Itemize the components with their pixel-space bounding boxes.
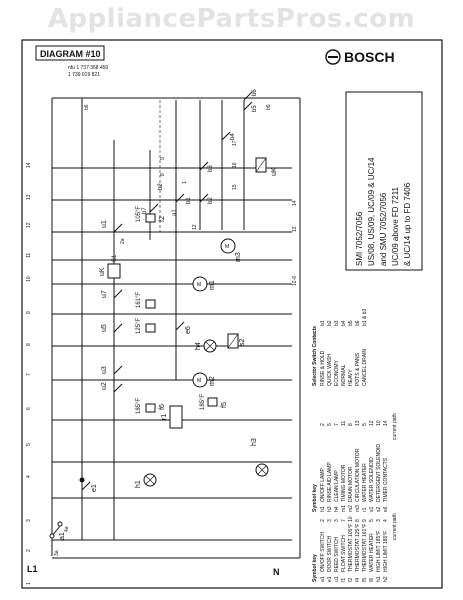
svg-text:6: 6: [26, 407, 32, 410]
svg-text:m2: m2: [348, 505, 354, 512]
svg-text:b2: b2: [327, 320, 333, 326]
svg-text:ON/OFF LAMP: ON/OFF LAMP: [320, 468, 326, 502]
svg-text:TIMER CONTACTS: TIMER CONTACTS: [383, 457, 389, 502]
svg-text:ECONOMY: ECONOMY: [334, 360, 340, 386]
svg-text:s1: s1: [369, 506, 375, 512]
svg-text:FLOAT SWITCH: FLOAT SWITCH: [341, 535, 347, 572]
svg-text:b3: b3: [334, 320, 340, 326]
svg-text:12-6: 12-6: [292, 275, 298, 286]
svg-text:h3: h3: [251, 438, 258, 446]
svg-text:h4: h4: [195, 342, 202, 350]
svg-text:5: 5: [327, 423, 333, 426]
svg-text:NORMAL: NORMAL: [341, 364, 347, 386]
svg-text:8: 8: [348, 423, 354, 426]
svg-text:HIGH LIMIT 185°F: HIGH LIMIT 185°F: [383, 530, 389, 572]
svg-text:f5: f5: [362, 577, 368, 582]
svg-text:b4: b4: [341, 320, 347, 326]
svg-text:5: 5: [369, 519, 375, 522]
svg-text:current path: current path: [392, 513, 398, 540]
svg-text:e1: e1: [91, 484, 98, 492]
svg-text:f6: f6: [369, 577, 375, 582]
svg-text:14: 14: [26, 162, 32, 168]
svg-text:10: 10: [26, 276, 32, 282]
svg-text:11: 11: [341, 420, 347, 426]
svg-text:16: 16: [232, 162, 238, 168]
svg-text:e6: e6: [383, 506, 389, 512]
svg-text:a1: a1: [320, 576, 326, 582]
svg-text:m2: m2: [209, 376, 216, 386]
svg-text:a1: a1: [59, 532, 66, 540]
svg-text:b1: b1: [320, 320, 326, 326]
svg-text:17: 17: [232, 140, 238, 146]
svg-text:TIMING MOTOR: TIMING MOTOR: [341, 464, 347, 502]
svg-text:h1: h1: [320, 506, 326, 512]
selector-contact-b4: [222, 132, 236, 140]
svg-text:h1: h1: [135, 480, 142, 488]
svg-text:M: M: [197, 282, 202, 288]
high-limit-185f-f5: [200, 394, 228, 410]
svg-text:f6: f6: [159, 404, 166, 410]
svg-text:2: 2: [320, 519, 326, 522]
svg-text:r1: r1: [161, 413, 168, 420]
svg-text:m1: m1: [341, 505, 347, 512]
part-number-2: 1 739 919 821: [68, 72, 100, 78]
svg-text:2: 2: [26, 549, 32, 552]
svg-text:14: 14: [383, 420, 389, 426]
svg-text:10: 10: [376, 420, 382, 426]
model-line-2: US/08, US/09, UC/09 & UC/14: [367, 157, 376, 266]
svg-text:M: M: [197, 378, 202, 384]
svg-text:13: 13: [355, 420, 361, 426]
svg-text:RINSE & HOLD: RINSE & HOLD: [320, 350, 326, 386]
svg-text:u7: u7: [101, 290, 108, 298]
svg-text:4: 4: [26, 475, 32, 478]
svg-text:4a: 4a: [64, 526, 70, 532]
part-number-1: nfu 1 737 368 450: [68, 65, 109, 71]
svg-text:u5: u5: [101, 324, 108, 332]
svg-text:current path: current path: [392, 413, 398, 440]
svg-text:4: 4: [383, 519, 389, 522]
svg-text:uK: uK: [271, 167, 278, 176]
lamp-h1: [135, 474, 156, 488]
svg-text:THERMOSTAT 105°F: THERMOSTAT 105°F: [348, 523, 354, 572]
model-line-5: & UC/14 up to FD 7406: [403, 182, 412, 266]
brand-name: BOSCH: [344, 49, 395, 65]
svg-text:f2: f2: [159, 216, 166, 222]
svg-text:THERMOSTAT 125°F: THERMOSTAT 125°F: [355, 523, 361, 572]
svg-text:h3: h3: [327, 506, 333, 512]
svg-text:b5: b5: [348, 320, 354, 326]
svg-text:14: 14: [292, 200, 298, 206]
svg-text:b6: b6: [84, 104, 90, 110]
thermostat-161f: [136, 292, 155, 308]
svg-text:b7: b7: [142, 207, 148, 214]
svg-text:105°F: 105°F: [136, 205, 142, 222]
symbol-key-2: [312, 413, 398, 512]
svg-text:b5: b5: [266, 104, 272, 110]
svg-text:b6: b6: [355, 320, 361, 326]
selector-contact-b5: [244, 102, 258, 112]
svg-text:2: 2: [320, 423, 326, 426]
svg-text:HEAVY: HEAVY: [348, 369, 354, 386]
svg-text:185°F: 185°F: [200, 393, 206, 410]
svg-text:12: 12: [26, 222, 32, 228]
reed-switch-u3: [101, 366, 122, 374]
svg-text:12: 12: [369, 420, 375, 426]
selector-contact-b2: [200, 194, 214, 204]
svg-text:9: 9: [362, 519, 368, 522]
svg-text:M: M: [225, 244, 230, 250]
svg-text:2a: 2a: [120, 238, 126, 244]
svg-text:b2: b2: [208, 197, 214, 204]
svg-text:8: 8: [355, 519, 361, 522]
svg-text:12: 12: [192, 224, 198, 230]
reed-switch-u2: [101, 382, 122, 392]
svg-text:f1: f1: [341, 577, 347, 582]
svg-text:10: 10: [348, 516, 354, 522]
svg-text:5: 5: [362, 423, 368, 426]
model-line-1: SMI 7052/7056: [355, 211, 364, 266]
svg-text:13: 13: [26, 194, 32, 200]
thermostat-105f-f2: [136, 206, 166, 222]
reed-switch-u7: [101, 290, 122, 298]
svg-text:m3: m3: [235, 252, 242, 262]
selector-contact-b3: [200, 162, 214, 172]
svg-text:b5: b5: [252, 105, 258, 112]
svg-text:h1: h1: [376, 576, 382, 582]
svg-text:3: 3: [327, 519, 333, 522]
circulation-motor-m3: [221, 239, 242, 262]
svg-text:7: 7: [26, 373, 32, 376]
svg-text:DETERGENT SOLENOID: DETERGENT SOLENOID: [376, 444, 382, 502]
svg-text:WATER HEATER: WATER HEATER: [362, 463, 368, 502]
svg-text:u2: u2: [101, 382, 108, 390]
selector-contact-b1: [176, 194, 192, 204]
svg-text:185°F: 185°F: [136, 397, 142, 414]
svg-text:1: 1: [182, 181, 188, 184]
svg-text:3: 3: [376, 519, 382, 522]
svg-text:5: 5: [26, 443, 32, 446]
diagram-title: DIAGRAM #10: [40, 49, 101, 59]
svg-text:7: 7: [341, 519, 347, 522]
lamp-h4: [195, 340, 216, 352]
svg-text:3a: 3a: [54, 550, 60, 556]
model-line-3: and SMU 7052/7056: [379, 192, 388, 266]
svg-text:h4: h4: [334, 506, 340, 512]
svg-text:u3: u3: [101, 366, 108, 374]
svg-text:f4: f4: [355, 577, 361, 582]
svg-text:POTS & PANS: POTS & PANS: [355, 353, 361, 386]
high-limit-185f-f6: [136, 398, 166, 414]
svg-text:b1: b1: [186, 197, 192, 204]
svg-text:a1: a1: [172, 209, 178, 216]
svg-text:WATER HEATER: WATER HEATER: [369, 533, 375, 572]
svg-text:15: 15: [232, 184, 238, 190]
svg-text:e1: e1: [327, 576, 333, 582]
svg-text:7: 7: [334, 423, 340, 426]
svg-text:u1: u1: [334, 576, 340, 582]
bosch-logo-icon: [326, 50, 340, 64]
svg-text:8: 8: [26, 343, 32, 346]
svg-text:uK: uK: [99, 267, 106, 276]
timing-motor-m1: [193, 277, 216, 291]
svg-text:f2: f2: [348, 577, 354, 582]
svg-text:CIRCULATION MOTOR: CIRCULATION MOTOR: [355, 448, 361, 502]
svg-text:Symbol key: Symbol key: [312, 484, 318, 512]
svg-text:HIGH LIMIT 185°F: HIGH LIMIT 185°F: [376, 530, 382, 572]
svg-text:s2: s2: [376, 506, 382, 512]
watermark: AppliancePartsPros.com: [47, 4, 416, 34]
svg-text:e6: e6: [185, 326, 192, 334]
detergent-solenoid-s2: [228, 334, 246, 348]
svg-text:b2: b2: [158, 183, 164, 190]
relay-uk-coil: [256, 158, 278, 176]
water-solenoid-s1: [112, 254, 118, 262]
svg-text:RINSE AID LAMP: RINSE AID LAMP: [327, 462, 333, 502]
svg-text:h2: h2: [383, 576, 389, 582]
svg-text:WATER SOLENOID: WATER SOLENOID: [369, 457, 375, 502]
svg-text:13: 13: [292, 226, 298, 232]
svg-text:r1: r1: [362, 507, 368, 512]
svg-text:CANCEL DRAIN: CANCEL DRAIN: [362, 348, 368, 386]
svg-text:9: 9: [160, 157, 166, 160]
reed-switch-u5: [101, 324, 122, 332]
rail-l1-label: L1: [27, 564, 38, 574]
svg-text:3: 3: [26, 519, 32, 522]
model-info-box: [346, 92, 422, 270]
svg-text:THERMOSTAT 161°F: THERMOSTAT 161°F: [362, 523, 368, 572]
svg-text:m1: m1: [209, 280, 216, 290]
selector-key: [312, 309, 368, 386]
svg-text:3: 3: [334, 519, 340, 522]
svg-text:f5: f5: [221, 402, 228, 408]
svg-text:DOOR SWITCH: DOOR SWITCH: [327, 535, 333, 572]
rail-n-label: N: [273, 567, 280, 577]
svg-text:REED SWITCH: REED SWITCH: [334, 537, 340, 572]
model-line-4: UC/09 above FD 7211: [391, 186, 400, 266]
svg-text:S1: S1: [112, 254, 118, 262]
svg-text:Symbol key: Symbol key: [312, 554, 318, 582]
column-numbers: [26, 162, 32, 585]
svg-text:b4: b4: [230, 133, 236, 140]
svg-text:11: 11: [26, 252, 32, 258]
reed-switch-u1: [101, 220, 122, 232]
on-off-switch-a1: [50, 522, 70, 540]
svg-text:s2: s2: [239, 338, 246, 346]
svg-text:Selector Switch Contacts: Selector Switch Contacts: [312, 325, 318, 386]
svg-text:b3: b3: [208, 165, 214, 172]
svg-text:8: 8: [160, 173, 166, 176]
timer-contacts-e6: [176, 322, 192, 334]
svg-text:b6: b6: [252, 89, 258, 96]
svg-text:u1: u1: [101, 220, 108, 228]
svg-text:125°F: 125°F: [136, 317, 142, 334]
svg-text:ON/OFF SWITCH: ON/OFF SWITCH: [320, 532, 326, 572]
symbol-key-1: [312, 513, 398, 582]
svg-text:DRAIN MOTOR: DRAIN MOTOR: [348, 466, 354, 502]
svg-text:b1 & b3: b1 & b3: [362, 308, 368, 326]
svg-text:CLEAN LAMP: CLEAN LAMP: [334, 470, 340, 502]
thermostat-125f: [136, 318, 155, 334]
relay-uk: [99, 264, 120, 278]
svg-text:QUICK WASH: QUICK WASH: [327, 353, 333, 386]
drain-motor-m2: [193, 373, 216, 387]
lamp-h3: [251, 438, 268, 476]
svg-text:161°F: 161°F: [136, 291, 142, 308]
svg-text:9: 9: [26, 311, 32, 314]
svg-text:m3: m3: [355, 505, 361, 512]
svg-text:1: 1: [26, 582, 32, 585]
